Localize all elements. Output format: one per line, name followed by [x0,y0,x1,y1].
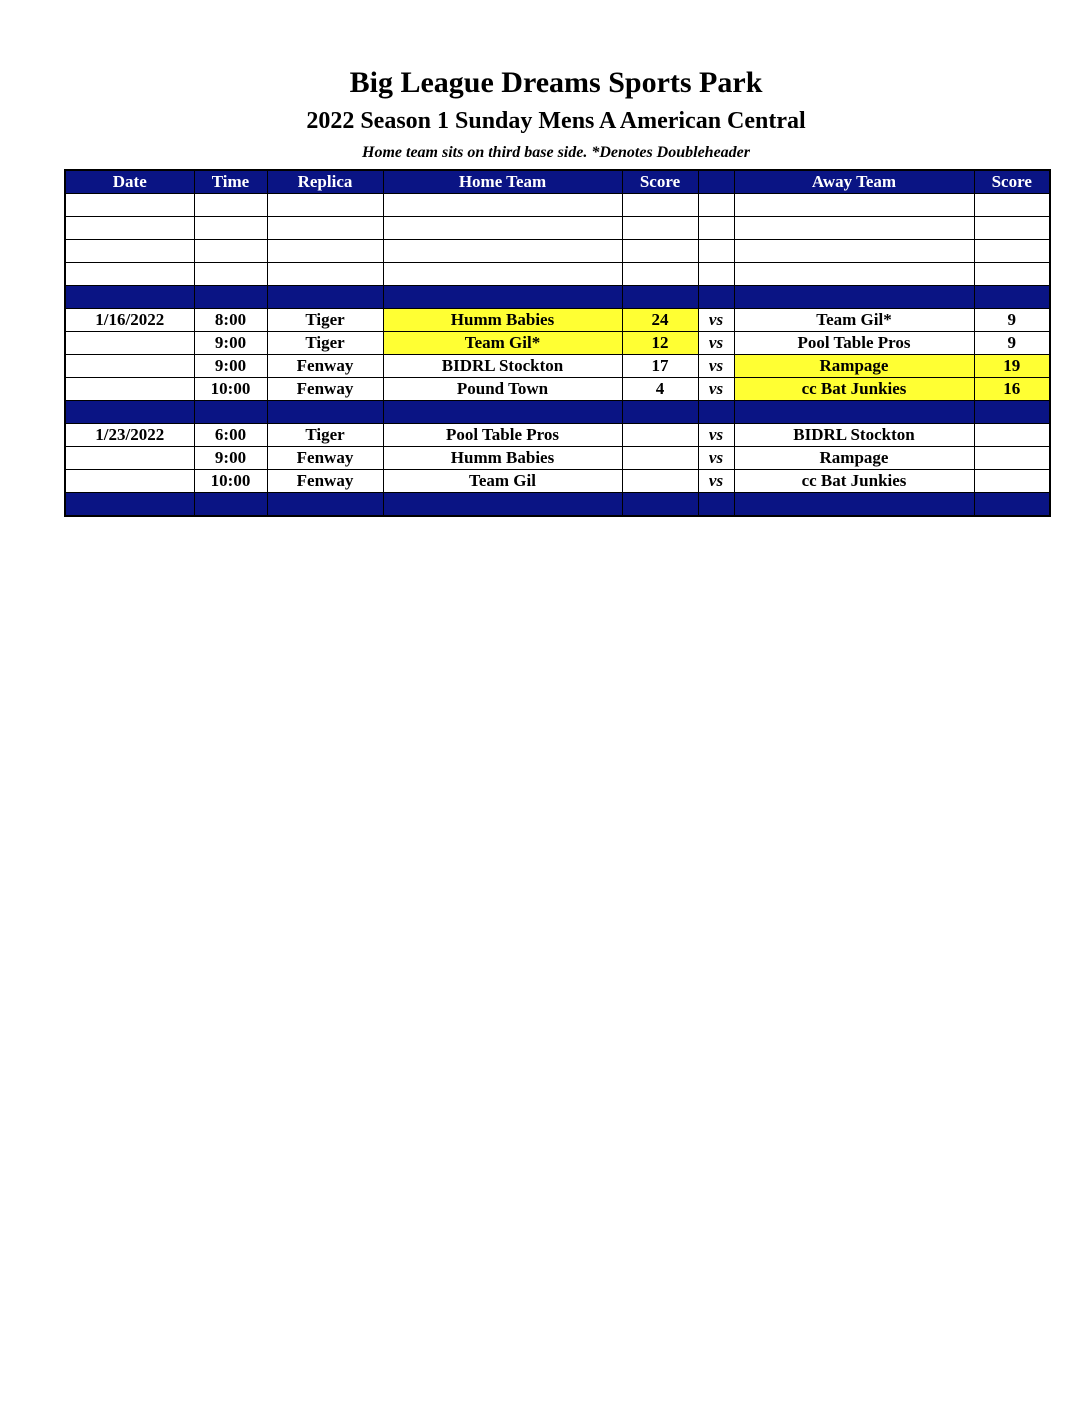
home-team: Humm Babies [383,309,622,332]
vs-label: vs [698,447,734,470]
col-header-away-score: Score [974,170,1050,194]
away-team: BIDRL Stockton [734,424,974,447]
game-date [65,332,194,355]
separator-row-cell [734,401,974,424]
game-row [65,470,1050,493]
away-team: Rampage [734,447,974,470]
separator-row-cell [974,401,1050,424]
empty-row-cell [65,194,194,217]
game-replica: Fenway [267,355,383,378]
col-header-home-team: Home Team [383,170,622,194]
empty-row-cell [383,217,622,240]
col-header-vs [698,170,734,194]
away-score: 9 [974,309,1050,332]
home-score [622,447,698,470]
separator-row-cell [698,493,734,517]
empty-row-cell [698,240,734,263]
empty-row-cell [267,217,383,240]
page-title: Big League Dreams Sports Park [349,66,763,99]
separator-row-cell [622,286,698,309]
league-subtitle: 2022 Season 1 Sunday Mens A American Central [306,108,806,134]
home-score: 12 [622,332,698,355]
game-row [65,309,1050,332]
home-score: 17 [622,355,698,378]
empty-row-cell [734,263,974,286]
home-score [622,470,698,493]
game-row [65,355,1050,378]
separator-row-cell [65,286,194,309]
empty-row-cell [734,240,974,263]
away-score [974,470,1050,493]
separator-row-cell [65,493,194,517]
empty-row-cell [622,217,698,240]
empty-row-cell [974,263,1050,286]
vs-label: vs [698,470,734,493]
empty-row-cell [622,194,698,217]
game-time: 9:00 [194,447,267,470]
separator-row-cell [974,493,1050,517]
away-score: 9 [974,332,1050,355]
game-time: 10:00 [194,378,267,401]
empty-row [65,217,1050,240]
col-header-away-team: Away Team [734,170,974,194]
game-row [65,332,1050,355]
vs-label: vs [698,378,734,401]
home-team: Humm Babies [383,447,622,470]
game-time: 8:00 [194,309,267,332]
empty-row-cell [622,240,698,263]
empty-row-cell [194,217,267,240]
away-team: Team Gil* [734,309,974,332]
away-team: Pool Table Pros [734,332,974,355]
game-date [65,470,194,493]
empty-row-cell [267,194,383,217]
game-date: 1/16/2022 [65,309,194,332]
separator-row [65,401,1050,424]
empty-row-cell [194,263,267,286]
empty-row [65,240,1050,263]
game-time: 9:00 [194,332,267,355]
game-replica: Tiger [267,332,383,355]
empty-row [65,194,1050,217]
empty-row-cell [267,240,383,263]
empty-row-cell [698,217,734,240]
vs-label: vs [698,355,734,378]
empty-row-cell [698,194,734,217]
separator-row-cell [974,286,1050,309]
game-replica: Tiger [267,309,383,332]
away-score: 19 [974,355,1050,378]
separator-row-cell [65,401,194,424]
empty-row-cell [734,217,974,240]
away-score [974,447,1050,470]
empty-row [65,263,1050,286]
game-row [65,378,1050,401]
empty-row-cell [65,240,194,263]
away-score: 16 [974,378,1050,401]
vs-label: vs [698,332,734,355]
game-date: 1/23/2022 [65,424,194,447]
empty-row-cell [65,263,194,286]
separator-row-cell [622,401,698,424]
home-score: 4 [622,378,698,401]
game-replica: Fenway [267,470,383,493]
separator-row-cell [698,286,734,309]
empty-row-cell [974,194,1050,217]
empty-row-cell [622,263,698,286]
empty-row-cell [974,240,1050,263]
empty-row-cell [194,194,267,217]
empty-row-cell [698,263,734,286]
vs-label: vs [698,309,734,332]
game-time: 9:00 [194,355,267,378]
game-row [65,424,1050,447]
separator-row-cell [194,401,267,424]
away-score [974,424,1050,447]
game-date [65,378,194,401]
empty-row-cell [383,240,622,263]
schedule-note: Home team sits on third base side. *Denotes Doubleheader [362,144,750,161]
home-team: Team Gil* [383,332,622,355]
separator-row-cell [383,401,622,424]
empty-row-cell [734,194,974,217]
col-header-date: Date [65,170,194,194]
away-team: Rampage [734,355,974,378]
empty-row-cell [383,194,622,217]
away-team: cc Bat Junkies [734,470,974,493]
header-row [65,170,1050,194]
separator-row-cell [698,401,734,424]
empty-row-cell [383,263,622,286]
separator-row-cell [267,401,383,424]
separator-row-cell [194,286,267,309]
col-header-home-score: Score [622,170,698,194]
separator-row-cell [267,286,383,309]
col-header-time: Time [194,170,267,194]
separator-row [65,493,1050,517]
game-time: 10:00 [194,470,267,493]
separator-row-cell [622,493,698,517]
home-team: Pound Town [383,378,622,401]
schedule-table [64,169,1051,517]
vs-label: vs [698,424,734,447]
separator-row-cell [383,493,622,517]
home-team: BIDRL Stockton [383,355,622,378]
empty-row-cell [65,217,194,240]
game-replica: Fenway [267,447,383,470]
separator-row-cell [734,286,974,309]
game-row [65,447,1050,470]
separator-row-cell [734,493,974,517]
col-header-replica: Replica [267,170,383,194]
home-team: Pool Table Pros [383,424,622,447]
separator-row-cell [267,493,383,517]
home-score [622,424,698,447]
empty-row-cell [194,240,267,263]
game-replica: Tiger [267,424,383,447]
separator-row-cell [194,493,267,517]
game-date [65,355,194,378]
game-replica: Fenway [267,378,383,401]
empty-row-cell [267,263,383,286]
empty-row-cell [974,217,1050,240]
separator-row-cell [383,286,622,309]
home-team: Team Gil [383,470,622,493]
home-score: 24 [622,309,698,332]
game-time: 6:00 [194,424,267,447]
separator-row [65,286,1050,309]
game-date [65,447,194,470]
away-team: cc Bat Junkies [734,378,974,401]
